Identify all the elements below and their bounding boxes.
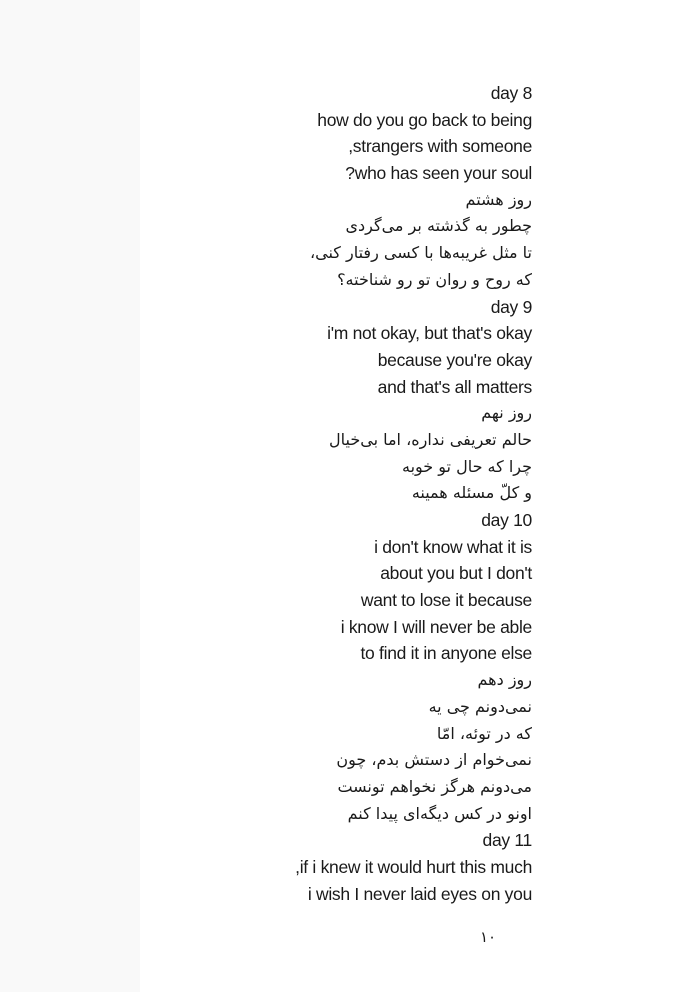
english-text-line: ,strangers with someone — [348, 136, 532, 157]
persian-text-line: و کلّ مسئله همینه — [411, 483, 532, 503]
english-text-line: because you're okay — [377, 349, 532, 370]
english-text-line: to find it in anyone else — [360, 643, 532, 664]
english-text-line: i wish I never laid eyes on you — [307, 883, 532, 904]
english-text-line: about you but I don't — [380, 563, 532, 584]
persian-text-line: روز دهم — [477, 670, 532, 690]
english-text-line: ?who has seen your soul — [345, 163, 532, 184]
english-text-line: day 11 — [482, 830, 532, 851]
persian-text-line: چرا که حال تو خوبه — [402, 456, 532, 476]
poem-text-block — [112, 80, 532, 907]
persian-text-line: نمی‌خوام از دستش بدم، چون — [336, 750, 532, 770]
english-text-line: want to lose it because — [360, 590, 532, 611]
english-text-line: day 9 — [490, 296, 532, 317]
english-text-line: and that's all matters — [377, 376, 532, 397]
persian-text-line: روز نهم — [481, 403, 532, 423]
persian-text-line: نمی‌دونم چی یه — [428, 696, 532, 716]
english-text-line: i know I will never be able — [340, 616, 532, 637]
english-text-line: day 8 — [490, 83, 532, 103]
english-text-line: i'm not okay, but that's okay — [327, 323, 532, 344]
english-text-line: day 10 — [481, 510, 532, 530]
persian-text-line: تا مثل غریبه‌ها با کسی رفتار کنی، — [309, 243, 532, 263]
persian-text-line: روز هشتم — [465, 189, 532, 209]
document-page — [140, 0, 699, 992]
english-text-line: i don't know what it is — [374, 536, 532, 557]
persian-text-line: که روح و روان تو رو شناخته؟ — [337, 269, 532, 289]
persian-text-line: چطور به گذشته بر می‌گردی — [345, 216, 532, 236]
persian-text-line: که در توئه، امّا — [436, 723, 532, 743]
persian-text-line: اونو در کس دیگه‌ای پیدا کنم — [347, 803, 532, 823]
persian-text-line: حالم تعریفی نداره، اما بی‌خیال — [329, 429, 532, 449]
page-number: ۱۰ — [480, 928, 497, 946]
english-text-line: ,if i knew it would hurt this much — [295, 856, 532, 877]
persian-text-line: می‌دونم هرگز نخواهم تونست — [337, 776, 532, 796]
english-text-line: how do you go back to being — [317, 109, 532, 130]
